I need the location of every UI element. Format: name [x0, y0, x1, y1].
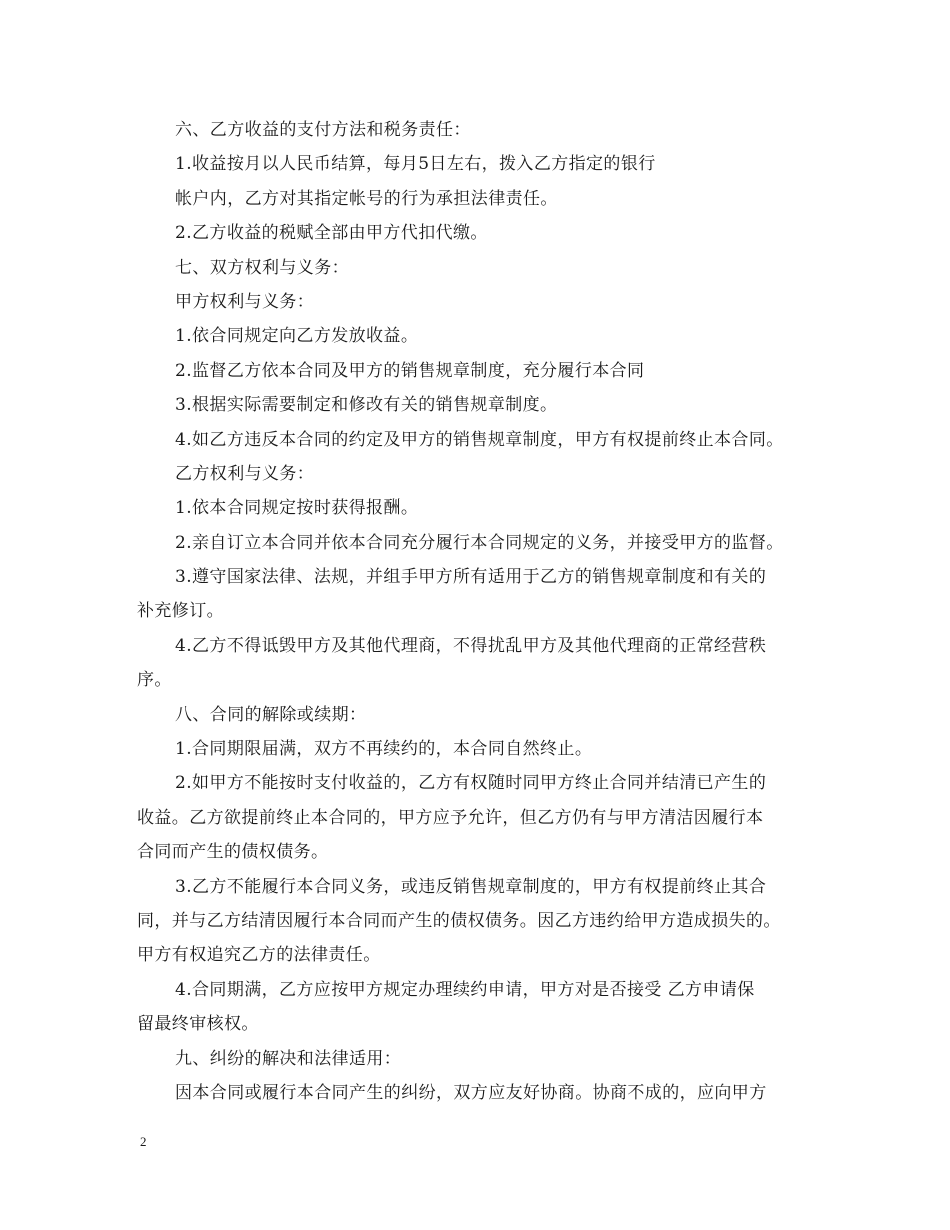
- paragraph-line: 2.乙方收益的税赋全部由甲方代扣代缴。: [175, 223, 488, 244]
- paragraph-line: 1.依本合同规定按时获得报酬。: [175, 498, 419, 519]
- paragraph-line: 因本合同或履行本合同产生的纠纷，双方应友好协商。协商不成的，应向甲方: [175, 1082, 767, 1103]
- section-heading-7: 七、双方权利与义务：: [175, 257, 349, 278]
- contract-body: [137, 113, 837, 1110]
- subheading-party-a: 甲方权利与义务：: [175, 291, 315, 312]
- paragraph-line: 1.合同期限届满，双方不再续约的，本合同自然终止。: [175, 739, 593, 760]
- paragraph-line: 合同而产生的债权债务。: [137, 842, 329, 863]
- paragraph-line: 2.亲自订立本合同并依本合同充分履行本合同规定的义务，并接受甲方的监督。: [175, 532, 784, 553]
- paragraph-line: 3.乙方不能履行本合同义务，或违反销售规章制度的，甲方有权提前终止其合: [175, 876, 767, 897]
- paragraph-line: 4.如乙方违反本合同的约定及甲方的销售规章制度，甲方有权提前终止本合同。: [175, 429, 784, 450]
- paragraph-line: 4.合同期满，乙方应按甲方规定办理续约申请，甲方对是否接受 乙方申请保: [175, 979, 755, 1000]
- paragraph-line: 帐户内，乙方对其指定帐号的行为承担法律责任。: [175, 188, 558, 209]
- section-heading-9: 九、纠纷的解决和法律适用：: [175, 1048, 402, 1069]
- paragraph-line: 4.乙方不得诋毁甲方及其他代理商，不得扰乱甲方及其他代理商的正常经营秩: [175, 635, 767, 656]
- paragraph-line: 2.如甲方不能按时支付收益的，乙方有权随时同甲方终止合同并结清已产生的: [175, 773, 767, 794]
- paragraph-line: 序。: [137, 670, 172, 691]
- paragraph-line: 同，并与乙方结清因履行本合同而产生的债权债务。因乙方违约给甲方造成损失的。: [137, 910, 781, 931]
- section-heading-8: 八、合同的解除或续期：: [175, 704, 367, 725]
- paragraph-line: 补充修订。: [137, 601, 224, 622]
- paragraph-line: 甲方有权追究乙方的法律责任。: [137, 945, 381, 966]
- subheading-party-b: 乙方权利与义务：: [175, 463, 315, 484]
- paragraph-line: 1.依合同规定向乙方发放收益。: [175, 326, 419, 347]
- paragraph-line: 1.收益按月以人民币结算，每月5日左右，拨入乙方指定的银行: [175, 154, 656, 175]
- paragraph-line: 3.遵守国家法律、法规，并组手甲方所有适用于乙方的销售规章制度和有关的: [175, 567, 767, 588]
- paragraph-line: 2.监督乙方依本合同及甲方的销售规章制度，充分履行本合同: [175, 360, 645, 381]
- page-number: 2: [140, 1134, 147, 1149]
- section-heading-6: 六、乙方收益的支付方法和税务责任：: [175, 120, 471, 140]
- paragraph-line: 收益。乙方欲提前终止本合同的，甲方应予允许，但乙方仍有与甲方清洁因履行本: [137, 807, 764, 828]
- paragraph-line: 留最终审核权。: [137, 1014, 259, 1035]
- paragraph-line: 3.根据实际需要制定和修改有关的销售规章制度。: [175, 395, 558, 416]
